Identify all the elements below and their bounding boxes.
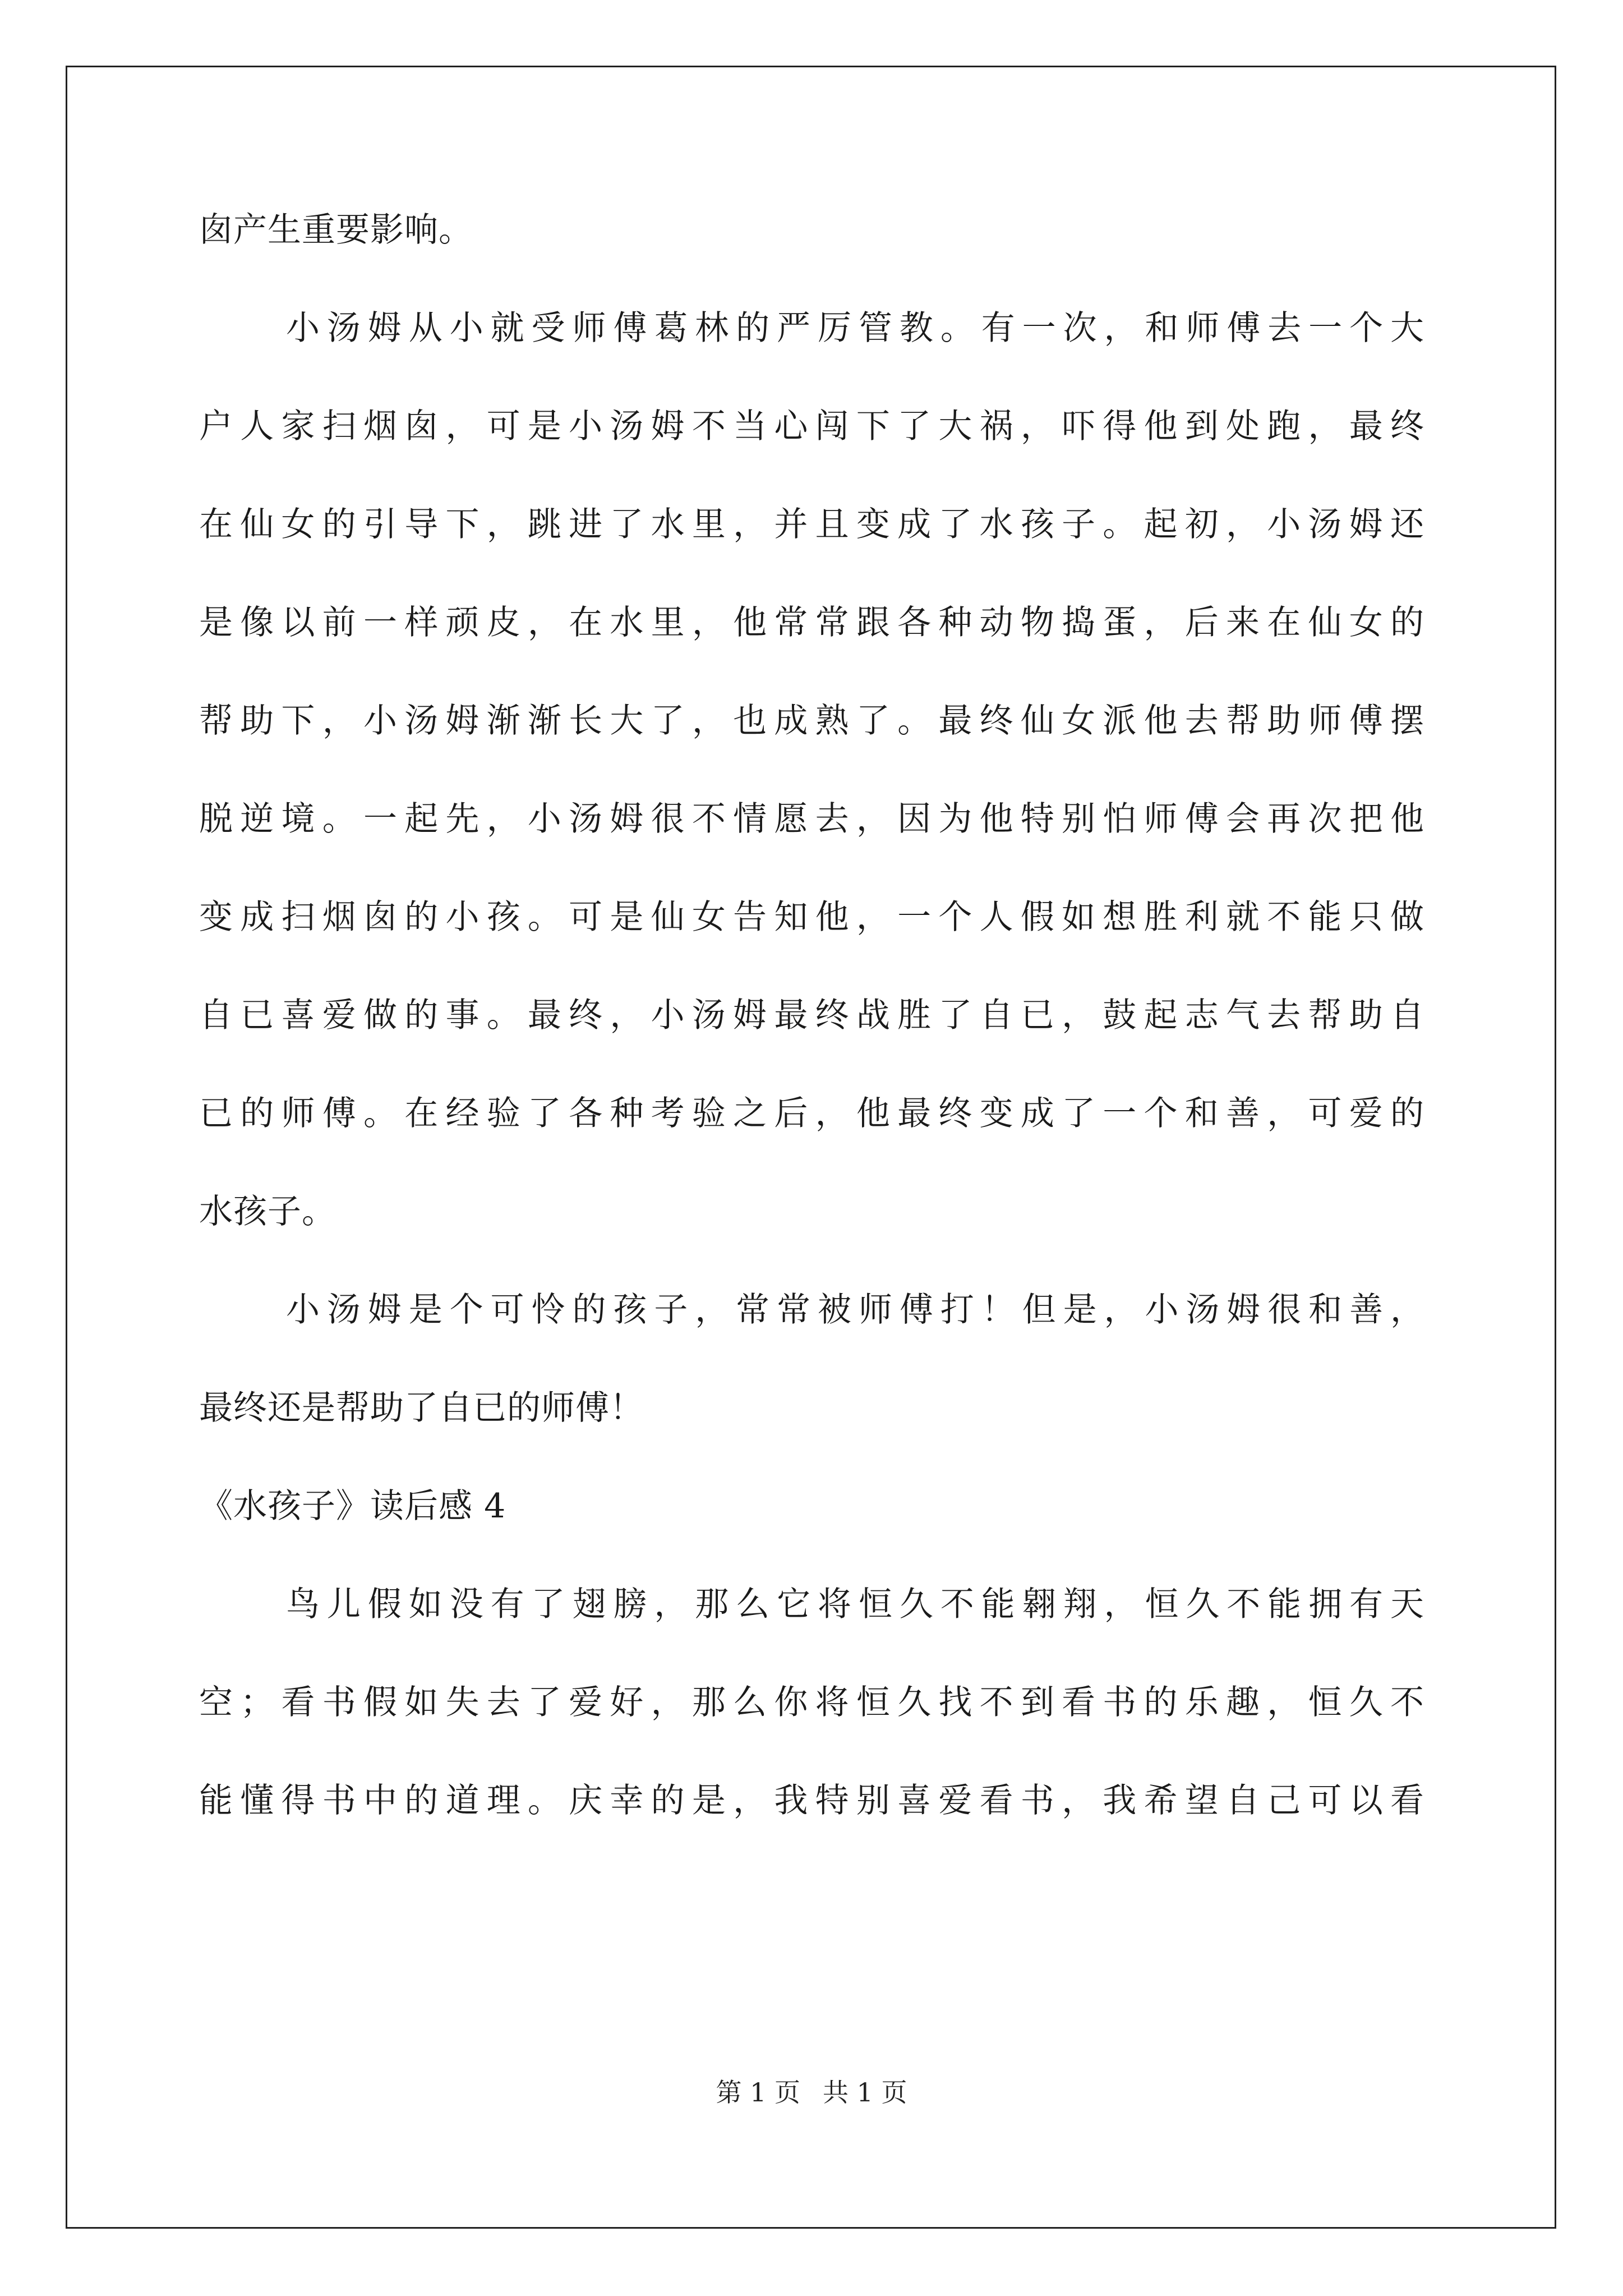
text-line-17: 能懂得书中的道理。庆幸的是，我特别喜爱看书，我希望自己可以看: [199, 1781, 1424, 1820]
text-line-4: 在仙女的引导下，跳进了水里，并且变成了水孩子。起初，小汤姆还: [199, 505, 1424, 544]
text-line-7: 脱逆境。一起先，小汤姆很不情愿去，因为他特别怕师傅会再次把他: [199, 799, 1424, 839]
page-footer: [0, 2076, 1623, 2109]
text-line-1: 囱产生重要影响。: [199, 210, 473, 250]
text-line-8: 变成扫烟囱的小孩。可是仙女告知他，一个人假如想胜利就不能只做: [199, 898, 1424, 937]
text-line-15: 鸟儿假如没有了翅膀，那么它将恒久不能翱翔，恒久不能拥有天: [286, 1585, 1424, 1624]
page-number-total: 共 1 页: [823, 2077, 907, 2108]
section-heading: 《水孩子》读后感 4: [199, 1487, 506, 1526]
text-line-12: 小汤姆是个可怜的孩子，常常被师傅打！但是，小汤姆很和善，: [286, 1290, 1424, 1329]
text-line-6: 帮助下，小汤姆渐渐长大了，也成熟了。最终仙女派他去帮助师傅摆: [199, 701, 1424, 740]
text-line-16: 空；看书假如失去了爱好，那么你将恒久找不到看书的乐趣，恒久不: [199, 1683, 1424, 1722]
text-line-11: 水孩子。: [199, 1192, 336, 1231]
text-line-2: 小汤姆从小就受师傅葛林的严厉管教。有一次，和师傅去一个大: [286, 309, 1424, 348]
page-border: [66, 66, 1556, 2229]
text-line-5: 是像以前一样顽皮，在水里，他常常跟各种动物捣蛋，后来在仙女的: [199, 603, 1424, 642]
text-line-9: 自已喜爱做的事。最终，小汤姆最终战胜了自已，鼓起志气去帮助自: [199, 996, 1424, 1035]
page-number-current: 第 1 页: [716, 2077, 800, 2108]
text-line-13: 最终还是帮助了自已的师傅！: [199, 1388, 644, 1428]
text-line-10: 已的师傅。在经验了各种考验之后，他最终变成了一个和善，可爱的: [199, 1094, 1424, 1133]
text-line-3: 户人家扫烟囱，可是小汤姆不当心闯下了大祸，吓得他到处跑，最终: [199, 407, 1424, 446]
